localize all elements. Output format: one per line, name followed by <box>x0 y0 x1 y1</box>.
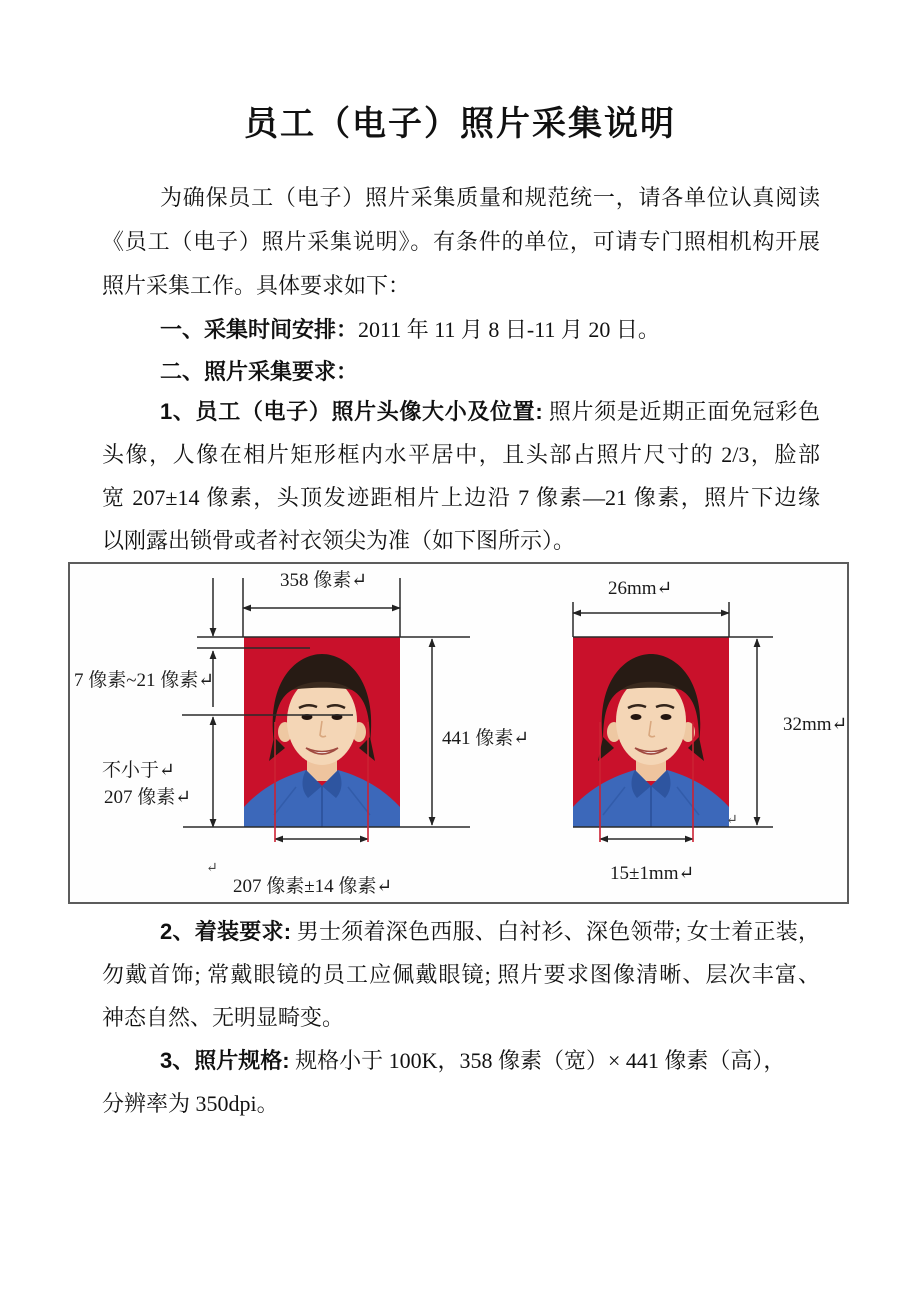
req1-line-1 <box>160 397 820 427</box>
req3-label: 3、照片规格: <box>160 1048 290 1073</box>
req1-label: 1、员工（电子）照片头像大小及位置: <box>160 399 543 424</box>
req1-line-3: 宽 207±14 像素，头顶发迹距相片上边沿 7 像素—21 像素，照片下边缘 <box>102 485 820 510</box>
req2-label: 2、着装要求: <box>160 919 292 944</box>
req1-line-2: 头像，人像在相片矩形框内水平居中，且头部占照片尺寸的 2/3，脸部 <box>102 442 820 467</box>
return-mark: ↵ <box>206 861 218 876</box>
req2-line-2: 勿戴首饰; 常戴眼镜的员工应佩戴眼镜; 照片要求图像清晰、层次丰富、 <box>102 962 820 987</box>
right-photo-height-label: 32mm↵ <box>783 714 848 735</box>
req3-line-1 <box>160 1046 785 1076</box>
intro-line-3: 照片采集工作。具体要求如下： <box>102 273 411 298</box>
req3-text-1: 规格小于 100K，358 像素（宽）× 441 像素（高）， <box>295 1048 786 1073</box>
section-req-label: 二、照片采集要求： <box>160 359 359 384</box>
left-photo-height-label: 441 像素↵ <box>442 728 530 749</box>
section-time-line <box>160 315 660 345</box>
left-photo-top-gap-label: 7 像素~21 像素↵ <box>74 670 215 691</box>
intro-line-2: 《员工（电子）照片采集说明》。有条件的单位，可请专门照相机构开展 <box>102 229 820 254</box>
left-photo-min-label-2: 207 像素↵ <box>104 787 192 808</box>
req2-line-3: 神态自然、无明显畸变。 <box>102 1005 345 1030</box>
intro-line-1: 为确保员工（电子）照片采集质量和规范统一，请各单位认真阅读 <box>160 185 820 210</box>
req3-line-2: 分辨率为 350dpi。 <box>102 1091 279 1116</box>
req2-text-1: 男士须着深色西服、白衬衫、深色领带; 女士着正装， <box>296 919 821 944</box>
return-mark: ↵ <box>726 813 738 828</box>
req1-line-4: 以刚露出锁骨或者衬衣领尖为准（如下图所示）。 <box>102 528 576 553</box>
photo-spec-figure <box>68 562 849 904</box>
document-title: 员工（电子）照片采集说明 <box>244 106 676 143</box>
right-photo-face-width-label: 15±1mm↵ <box>610 863 695 884</box>
right-photo-width-label: 26mm↵ <box>608 578 673 599</box>
left-photo-width-label: 358 像素↵ <box>280 570 368 591</box>
req1-text-1: 照片须是近期正面免冠彩色 <box>548 399 820 424</box>
left-photo-face-width-label: 207 像素±14 像素↵ <box>233 876 393 897</box>
req2-line-1 <box>160 917 820 947</box>
section-time-value: 2011 年 11 月 8 日-11 月 20 日。 <box>358 317 660 342</box>
left-photo-min-label-1: 不小于↵ <box>102 760 175 781</box>
section-time-label: 一、采集时间安排： <box>160 317 359 342</box>
